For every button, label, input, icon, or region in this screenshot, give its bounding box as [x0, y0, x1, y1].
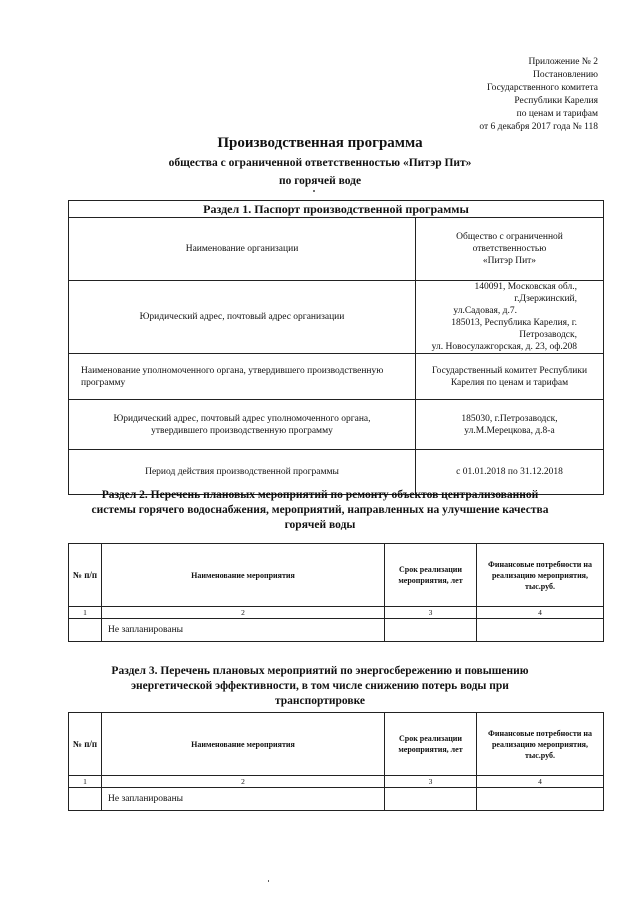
col-number: 2	[102, 607, 385, 619]
annex-line: Государственного комитета	[486, 83, 598, 93]
value-line: 140091, Московская обл., г.Дзержинский,	[474, 282, 577, 304]
row-label: Юридический адрес, почтовый адрес организации	[69, 281, 416, 354]
table-row	[69, 400, 604, 450]
col-header-finance: Финансовые потребности на реализацию мероприятия, тыс.руб.	[477, 544, 604, 607]
document-title: Производственная программа	[217, 135, 423, 151]
annex-block	[479, 56, 598, 134]
section2-heading	[0, 488, 640, 533]
col-number: 4	[477, 607, 604, 619]
table-row	[69, 788, 604, 811]
col-header-number: № п/п	[69, 713, 102, 776]
section3-table	[68, 712, 604, 811]
empty-cell	[385, 619, 477, 642]
heading-line: Раздел 2. Перечень плановых мероприятий по ремонту объектов централизованной	[101, 489, 539, 501]
row-label: Наименование уполномоченного органа, утвердившего производственную программу	[69, 354, 416, 400]
document-subtitle: общества с ограниченной ответственностью «Питэр Пит»	[168, 157, 472, 169]
empty-text: Не запланированы	[102, 619, 385, 642]
value-line: 185013, Республика Карелия, г. Петрозаводск,	[451, 318, 577, 340]
row-label: Юридический адрес, почтовый адрес уполномоченного органа, утвердившего производственную программу	[69, 400, 416, 450]
document-subtitle-2: по горячей воде	[278, 175, 362, 187]
col-header-term: Срок реализации мероприятия, лет	[385, 544, 477, 607]
empty-cell	[477, 619, 604, 642]
col-header-number: № п/п	[69, 544, 102, 607]
row-value: Государственный комитет Республики Карелия по ценам и тарифам	[416, 354, 604, 400]
heading-line: горячей воды	[284, 519, 356, 531]
table-number-row	[69, 607, 604, 619]
row-value	[416, 218, 604, 281]
heading-line: транспортировке	[274, 695, 366, 707]
table-row	[69, 619, 604, 642]
annex-line: от 6 декабря 2017 года № 118	[479, 122, 598, 132]
col-number: 1	[69, 776, 102, 788]
annex-line: Постановлению	[533, 70, 598, 80]
value-line: ул. Новосулажгорская, д. 23, оф.208	[431, 342, 577, 352]
heading-line: энергетической эффективности, в том числе снижению потерь воды при	[131, 680, 509, 692]
col-number: 3	[385, 607, 477, 619]
scan-dot	[268, 880, 269, 882]
col-number: 2	[102, 776, 385, 788]
passport-table	[68, 200, 604, 495]
col-header-term: Срок реализации мероприятия, лет	[385, 713, 477, 776]
col-number: 1	[69, 607, 102, 619]
section2-table	[68, 543, 604, 642]
table-number-row	[69, 776, 604, 788]
col-header-finance: Финансовые потребности на реализацию мероприятия, тыс.руб.	[477, 713, 604, 776]
col-number: 3	[385, 776, 477, 788]
empty-cell	[69, 619, 102, 642]
table-row	[69, 281, 604, 354]
table-row	[69, 354, 604, 400]
empty-cell	[385, 788, 477, 811]
row-label: Период действия производственной программы	[69, 450, 416, 495]
col-number: 4	[477, 776, 604, 788]
annex-line: Республики Карелия	[514, 96, 598, 106]
row-value	[416, 281, 604, 354]
col-header-name: Наименование мероприятия	[102, 544, 385, 607]
value-line: «Питэр Пит»	[482, 256, 537, 266]
table-row	[69, 218, 604, 281]
annex-line: Приложение № 2	[528, 57, 598, 67]
row-value: 185030, г.Петрозаводск, ул.М.Мерецкова, д.8-а	[416, 400, 604, 450]
annex-line: по ценам и тарифам	[516, 109, 598, 119]
scan-dot	[313, 190, 315, 192]
heading-line: системы горячего водоснабжения, мероприятий, направленных на улучшение качества	[91, 504, 549, 516]
empty-text: Не запланированы	[102, 788, 385, 811]
col-header-name: Наименование мероприятия	[102, 713, 385, 776]
section3-heading	[0, 664, 640, 709]
row-label: Наименование организации	[69, 218, 416, 281]
table-header-row	[69, 713, 604, 776]
row-value: с 01.01.2018 по 31.12.2018	[416, 450, 604, 495]
section1-heading: Раздел 1. Паспорт производственной программы	[69, 201, 604, 218]
table-header-row	[69, 544, 604, 607]
empty-cell	[69, 788, 102, 811]
heading-line: Раздел 3. Перечень плановых мероприятий по энергосбережению и повышению	[111, 665, 529, 677]
empty-cell	[477, 788, 604, 811]
value-line: Общество с ограниченной ответственностью	[456, 232, 563, 254]
value-line: ул.Садовая, д.7.	[453, 306, 517, 316]
